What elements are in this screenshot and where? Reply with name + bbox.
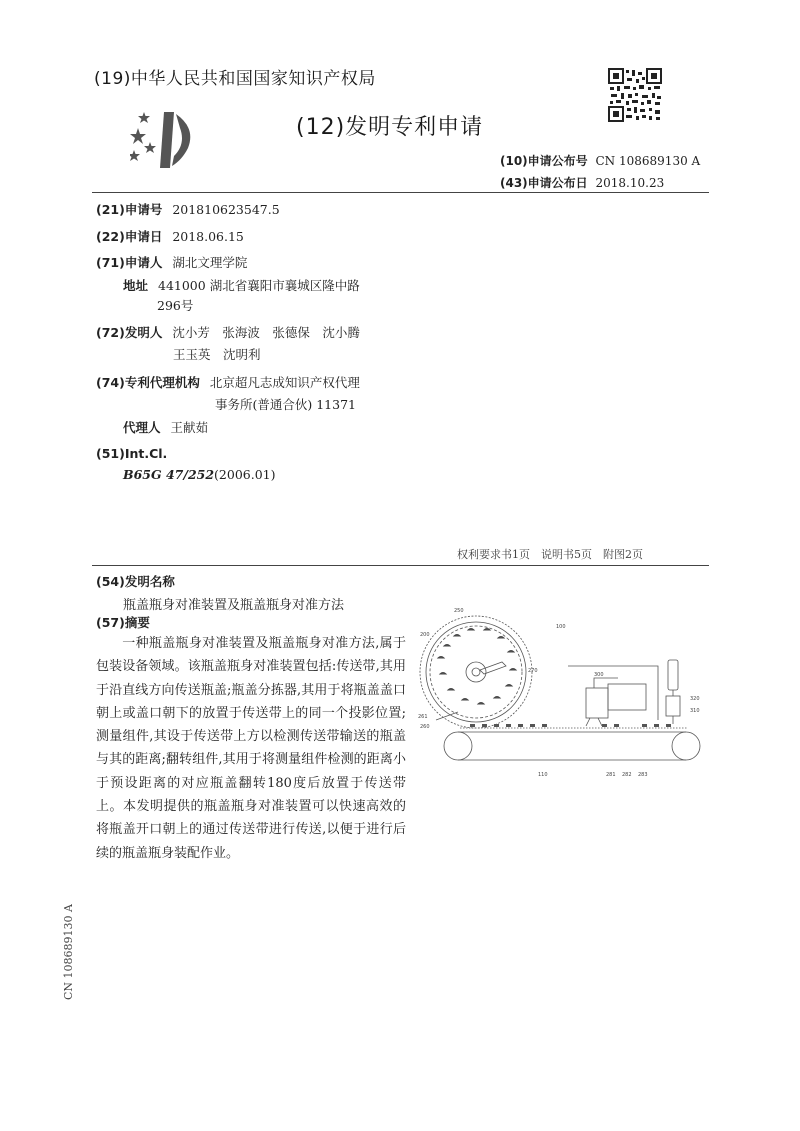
label-260: 260 [420, 724, 430, 730]
address-line-2: 296号 [157, 298, 194, 313]
label-250: 250 [454, 608, 464, 614]
inventors-line-2: 王玉英 沈明利 [173, 347, 261, 362]
agency-row [96, 373, 360, 391]
inventors-label: (72)发明人 [96, 325, 163, 340]
abstract-divider [92, 565, 709, 566]
abstract-figure [418, 600, 708, 780]
label-200: 200 [420, 632, 430, 638]
publication-date-label: (43)申请公布日 [500, 176, 588, 190]
header-divider [92, 192, 709, 193]
applicant-row [96, 253, 247, 271]
issuing-office: (19)中华人民共和国国家知识产权局 [94, 69, 376, 89]
agency-line-1: 北京超凡志成知识产权代理 [209, 375, 360, 390]
application-date: 2018.06.15 [172, 229, 244, 244]
publication-date: 2018.10.23 [595, 176, 665, 190]
label-282: 282 [622, 772, 632, 778]
qr-code-icon [608, 68, 662, 122]
side-publication-number: CN 108689130 A [62, 904, 75, 1000]
int-cl-row [123, 467, 276, 482]
label-110: 110 [538, 772, 548, 778]
abstract-label: (57)摘要 [96, 615, 150, 630]
inventors-row [96, 323, 360, 341]
int-cl-code: B65G 47/252 [123, 467, 215, 482]
address-line-1: 441000 湖北省襄阳市襄城区隆中路 [158, 278, 360, 293]
application-number: 201810623547.5 [172, 202, 280, 217]
sorting-wheel [420, 616, 532, 728]
applicant-label: (71)申请人 [96, 255, 163, 270]
address-row [123, 276, 360, 294]
document-type: (12)发明专利申请 [296, 115, 484, 140]
applicant: 湖北文理学院 [172, 255, 248, 270]
address-label: 地址 [123, 278, 149, 293]
agency-label: (74)专利代理机构 [96, 375, 200, 390]
label-281: 281 [606, 772, 616, 778]
label-300: 300 [594, 672, 604, 678]
agent: 王献茹 [170, 420, 209, 435]
label-310: 310 [690, 708, 700, 714]
abstract-text: 一种瓶盖瓶身对准装置及瓶盖瓶身对准方法,属于包装设备领域。该瓶盖瓶身对准装置包括:传送带,其用于沿直线方向传送瓶盖;瓶盖分拣器,其用于将瓶盖盖口朝上或盖口朝下的放置于传送带上的同一个投影位置;测量组件,其设于传送带上方以检测传送带输送的瓶盖与其的距离;翻转组件,其用于将测量组件检测的距离小于预设距离的对应瓶盖翻转180度后放置于传送带上。本发明提供的瓶盖瓶身对准装置可以快速高效的将瓶盖开口朝上的通过传送带进行传送,以便于进行后续的瓶盖瓶身装配作业。 [96, 636, 406, 861]
label-261: 261 [418, 714, 428, 720]
publication-number-row [500, 152, 700, 169]
int-cl-label: (51)Int.Cl. [96, 446, 168, 461]
page-count: 权利要求书1页 说明书5页 附图2页 [457, 548, 643, 561]
agency-line-2: 事务所(普通合伙) 11371 [215, 397, 356, 412]
title-label: (54)发明名称 [96, 574, 175, 589]
application-date-label: (22)申请日 [96, 229, 163, 244]
int-cl-version: (2006.01) [214, 467, 276, 482]
publication-date-row [500, 174, 664, 191]
label-320: 320 [690, 696, 700, 702]
publication-number: CN 108689130 A [595, 154, 701, 168]
agent-row [123, 418, 208, 436]
application-number-label: (21)申请号 [96, 202, 163, 217]
agent-label: 代理人 [123, 420, 161, 435]
label-100: 100 [556, 624, 566, 630]
cnipa-emblem-icon [130, 108, 200, 170]
label-270: 270 [528, 668, 538, 674]
application-date-row [96, 227, 244, 245]
publication-number-label: (10)申请公布号 [500, 154, 588, 168]
application-number-row [96, 200, 280, 218]
label-283: 283 [638, 772, 648, 778]
inventors-line-1: 沈小芳 张海波 张德保 沈小腾 [172, 325, 360, 340]
invention-title: 瓶盖瓶身对准装置及瓶盖瓶身对准方法 [123, 598, 345, 613]
